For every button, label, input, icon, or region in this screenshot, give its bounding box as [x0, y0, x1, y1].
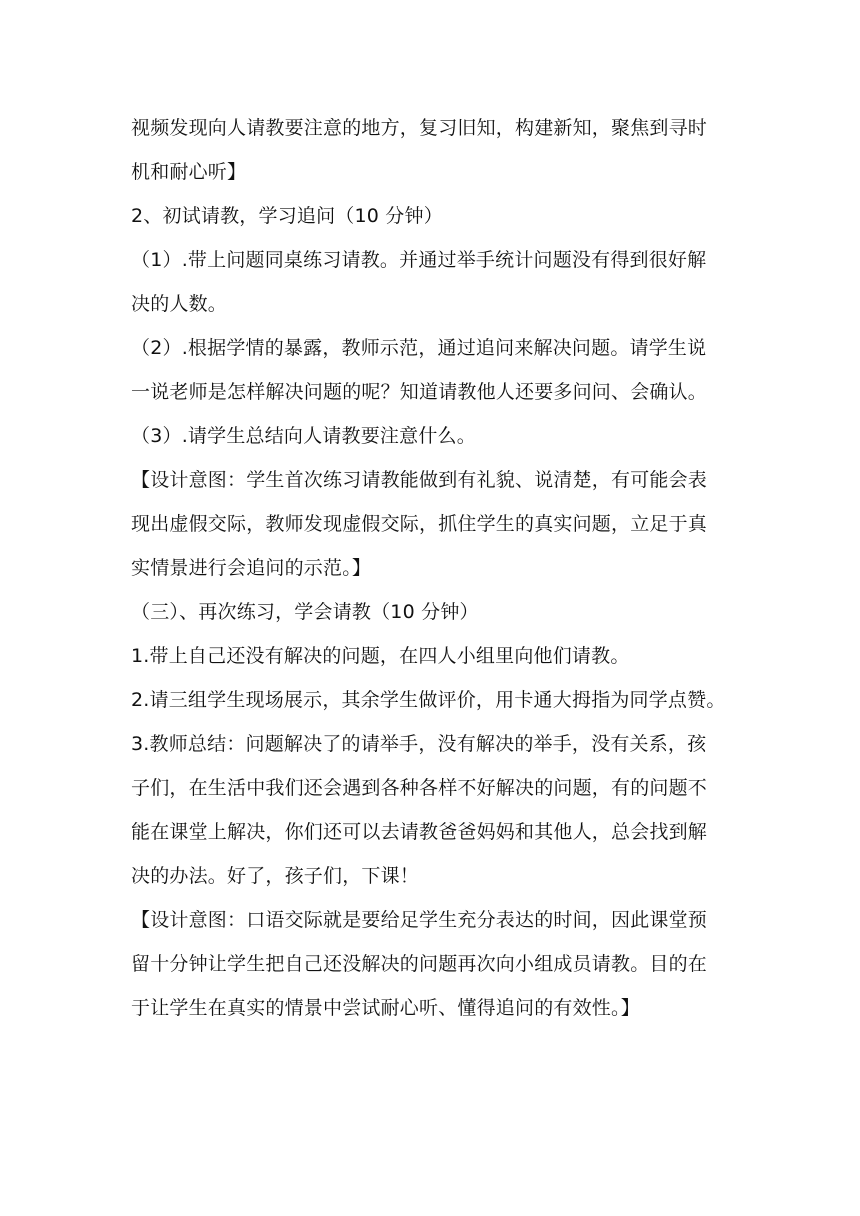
text-line: 3.教师总结：问题解决了的请举手，没有解决的举手，没有关系，孩: [131, 733, 707, 755]
section-heading: 2、初试请教，学习追问（10 分钟）: [131, 205, 443, 227]
design-intent-line: 留十分钟让学生把自己还没解决的问题再次向小组成员请教。目的在: [131, 953, 708, 975]
document-body: [131, 106, 741, 1030]
design-intent-line: 实情景进行会追问的示范。】: [131, 557, 372, 579]
text-line: 视频发现向人请教要注意的地方，复习旧知，构建新知，聚焦到寻时: [131, 117, 708, 139]
text-line: 决的人数。: [131, 293, 228, 315]
text-line: 子们，在生活中我们还会遇到各种各样不好解决的问题，有的问题不: [131, 777, 708, 799]
text-line: 2.请三组学生现场展示，其余学生做评价，用卡通大拇指为同学点赞。: [131, 689, 726, 711]
text-line: 一说老师是怎样解决问题的呢？知道请教他人还要多问问、会确认。: [131, 381, 708, 403]
text-line: 1.带上自己还没有解决的问题，在四人小组里向他们请教。: [131, 645, 630, 667]
design-intent-line: 【设计意图：学生首次练习请教能做到有礼貌、说清楚，有可能会表: [131, 469, 708, 491]
text-line: 机和耐心听】: [131, 161, 247, 183]
text-line: 能在课堂上解决，你们还可以去请教爸爸妈妈和其他人，总会找到解: [131, 821, 708, 843]
design-intent-line: 于让学生在真实的情景中尝试耐心听、懂得追问的有效性。】: [131, 997, 640, 1019]
text-line: （1）.带上问题同桌练习请教。并通过举手统计问题没有得到很好解: [131, 249, 707, 271]
design-intent-line: 【设计意图：口语交际就是要给足学生充分表达的时间，因此课堂预: [131, 909, 708, 931]
text-line: （2）.根据学情的暴露，教师示范，通过追问来解决问题。请学生说: [131, 337, 707, 359]
text-line: 决的办法。好了，孩子们，下课！: [131, 865, 420, 887]
design-intent-line: 现出虚假交际，教师发现虚假交际，抓住学生的真实问题，立足于真: [131, 513, 708, 535]
section-heading: （三）、再次练习，学会请教（10 分钟）: [131, 601, 479, 623]
text-line: （3）.请学生总结向人请教要注意什么。: [131, 425, 476, 447]
